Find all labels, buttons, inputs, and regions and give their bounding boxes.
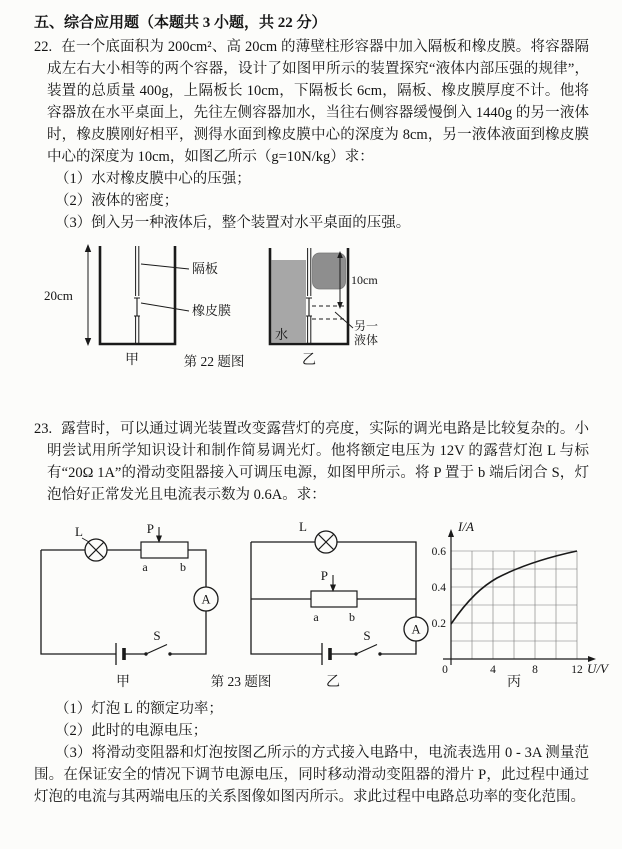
circuit-yi-diagram	[251, 531, 428, 665]
switch-symbol	[354, 645, 381, 656]
question-22	[34, 36, 589, 168]
question-22-part-2: （2）液体的密度；	[55, 193, 179, 209]
height-dimension-label: 20cm	[44, 288, 73, 303]
membrane-symbol	[306, 298, 312, 316]
section-title: 五、综合应用题（本题共 3 小题，共 22 分）	[34, 15, 327, 31]
question-22-part-1: （1）水对橡皮膜中心的压强；	[55, 171, 251, 187]
switch-label: S	[363, 628, 371, 643]
question-23-body: 露营时，可以通过调光装置改变露营灯的亮度，实际的调光电路是比较复杂的。小明尝试用所学知识设计和制作简易调光灯。他将额定电压为 12V 的露营灯泡 L 与标有“20Ω 1A”的滑动变阻器接入可调压电源，如图甲所示。将 P 置于 b 端后闭合 S，灯泡恰好正常发光且电流表示数为 0.6A。求：	[47, 421, 589, 503]
lamp-label: L	[75, 524, 83, 539]
depth-dimension-label: 10cm	[351, 273, 378, 287]
figure22-caption-yi: 乙	[302, 353, 316, 368]
figure-question-22	[42, 240, 434, 372]
terminal-a-label: a	[142, 560, 148, 574]
water-label: 水	[275, 327, 289, 342]
terminal-b-label: b	[180, 560, 186, 574]
slider-label: P	[146, 521, 154, 536]
y-tick-0.2: 0.2	[431, 618, 446, 630]
membrane-symbol	[134, 298, 140, 316]
arrow-down-icon	[337, 302, 343, 309]
battery-symbol	[322, 643, 330, 665]
figure23-caption-jia: 甲	[116, 675, 130, 690]
figure23-caption-bing: 丙	[507, 675, 521, 690]
question-23-part-1: （1）灯泡 L 的额定功率；	[55, 701, 223, 717]
question-23	[34, 418, 589, 506]
x-axis-label: U/V	[587, 661, 608, 676]
question-23-number: 23.	[34, 421, 53, 437]
figure22-caption: 第 22 题图	[183, 354, 245, 369]
question-22-number: 22.	[34, 39, 53, 55]
other-liquid-label-line1: 另一	[354, 319, 379, 333]
arrow-up-icon	[85, 244, 91, 252]
figure22-caption-jia: 甲	[125, 353, 139, 368]
rheostat-symbol	[311, 575, 357, 607]
other-liquid-label-line2: 液体	[354, 333, 379, 347]
container-jia-diagram	[85, 244, 189, 346]
terminal-a-label: a	[313, 610, 319, 624]
question-22-part-3: （3）倒入另一种液体后，整个装置对水平桌面的压强。	[55, 215, 411, 231]
lamp-label: L	[299, 519, 307, 534]
battery-symbol	[116, 643, 124, 665]
x-tick-0: 0	[442, 664, 448, 676]
arrow-down-icon	[85, 338, 91, 346]
question-23-part-2: （2）此时的电源电压；	[55, 723, 208, 739]
x-tick-12: 12	[571, 664, 583, 676]
x-tick-8: 8	[532, 664, 538, 676]
other-liquid-fill	[313, 253, 346, 289]
y-tick-0.6: 0.6	[431, 546, 446, 558]
question-22-body: 在一个底面积为 200cm²、高 20cm 的薄壁柱形容器中加入隔板和橡皮膜。将容器隔成左右大小相等的两个容器，设计了如图甲所示的装置探究“液体内部压强的规律”，装置的总质量 400g，上隔板长 10cm，下隔板长 6cm，隔板、橡皮膜厚度不计。他将容器放在水平桌面上，先往左侧容器加水，当往右侧容器缓慢倒入 1440g 的另一液体时，橡皮膜刚好相平，测得水面到橡皮膜中心的深度为 8cm，另一液体液面到橡皮膜中心的深度为 10cm，如图乙所示（g=10N/kg）求：	[47, 39, 589, 165]
y-tick-0.4: 0.4	[431, 582, 446, 594]
iu-graph	[443, 529, 596, 665]
terminal-b-label: b	[349, 610, 355, 624]
question-23-block	[34, 418, 608, 808]
ammeter-label: A	[201, 592, 211, 607]
y-axis-arrow-icon	[448, 529, 454, 537]
switch-label: S	[153, 628, 161, 643]
graph-grid	[451, 551, 577, 659]
lamp-symbol	[85, 539, 107, 561]
circuit-jia-diagram	[41, 527, 218, 665]
x-tick-4: 4	[490, 664, 496, 676]
figure23-caption-yi: 乙	[326, 675, 340, 690]
y-axis-label: I/A	[458, 519, 474, 534]
switch-symbol	[144, 645, 171, 656]
ammeter-label: A	[411, 622, 421, 637]
slider-label: P	[320, 568, 328, 583]
figure23-caption: 第 23 题图	[210, 674, 272, 689]
question-23-part-3: （3）将滑动变阻器和灯泡按图乙所示的方式接入电路中，电流表选用 0 - 3A 测量范围。在保证安全的情况下调节电源电压，同时移动滑动变阻器的滑片 P，此过程中通过灯泡的电流与其两端电压的关系图像如图丙所示。求此过程中电路总功率的变化范围。	[34, 745, 589, 805]
partition-label: 隔板	[192, 261, 219, 276]
membrane-label: 橡皮膜	[192, 303, 232, 318]
lamp-symbol	[315, 531, 337, 553]
figure-question-23	[26, 514, 614, 696]
